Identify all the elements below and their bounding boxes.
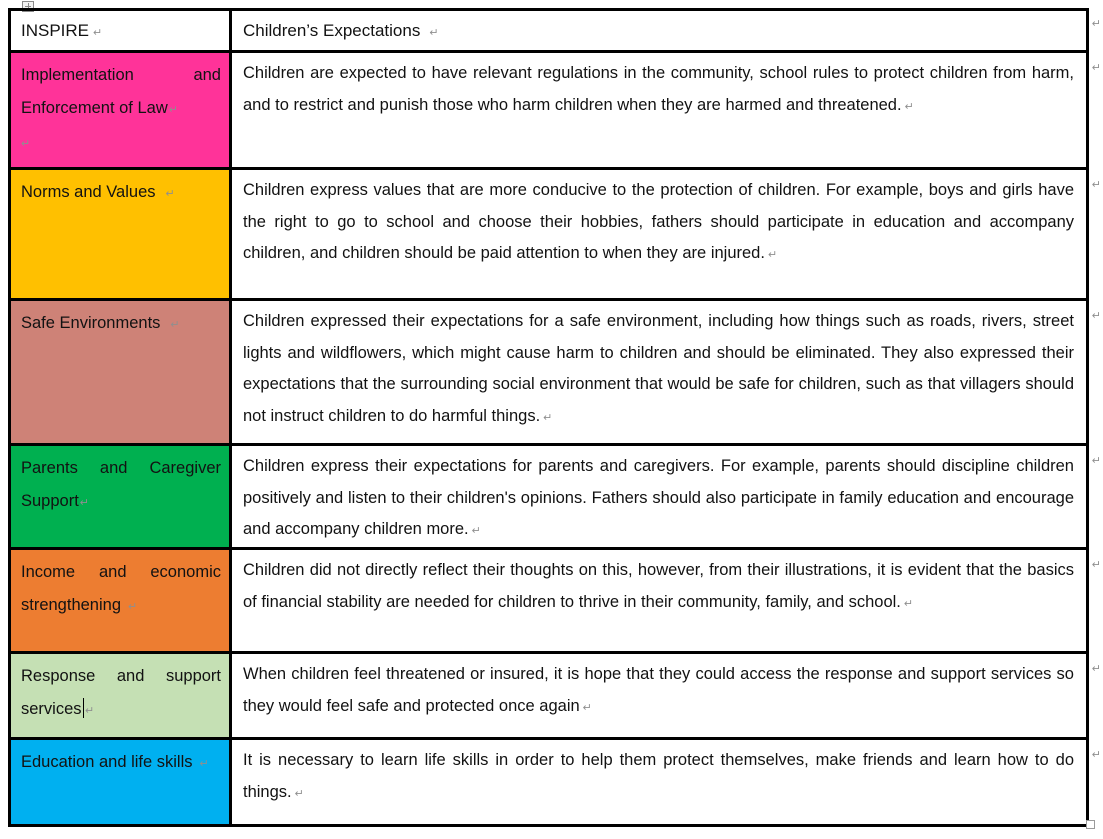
end-of-row-mark: ↵	[1091, 310, 1101, 322]
end-of-cell-mark: ↵	[471, 525, 481, 537]
end-of-row-mark: ↵	[1091, 62, 1101, 74]
end-of-cell-mark: ↵	[170, 319, 180, 331]
category-cell-implementation[interactable]	[11, 53, 232, 167]
end-of-cell-mark: ↵	[168, 103, 178, 116]
table-row	[11, 446, 1101, 550]
end-of-row-mark: ↵	[1091, 18, 1101, 30]
inspire-table	[8, 8, 1101, 827]
category-label: Safe Environments	[21, 314, 161, 332]
expectation-text: Children expressed their expectations for a safe environment, including how things such as roads, rivers, street lights and wildflowers, which might cause harm to children and should be eliminated. They also expressed their expectations that the surrounding social environment that would be safe for children, such as that villagers should not instruct children to do harmful things.	[243, 312, 1074, 425]
expectation-cell[interactable]	[232, 740, 1086, 824]
expectation-cell[interactable]	[232, 301, 1086, 443]
expectation-text: It is necessary to learn life skills in order to help them protect themselves, make friends and learn how to do things.	[243, 751, 1074, 801]
category-label: Norms and Values	[21, 183, 156, 201]
category-label: Income and economic strengthening	[21, 563, 221, 614]
end-of-cell-mark: ↵	[93, 27, 103, 39]
empty-paragraph-mark: ↵	[21, 138, 31, 150]
end-of-cell-mark: ↵	[85, 704, 95, 717]
header-expectations-label: Children’s Expectations	[243, 21, 421, 40]
category-label: Parents and Caregiver Support	[21, 459, 221, 510]
end-of-cell-mark: ↵	[904, 100, 914, 113]
expectation-cell[interactable]	[232, 446, 1086, 547]
category-cell-safe-environments[interactable]	[11, 301, 232, 443]
end-of-cell-mark: ↵	[79, 496, 90, 509]
table-row	[11, 550, 1101, 654]
end-of-cell-mark: ↵	[294, 787, 304, 800]
category-cell-parents-support[interactable]	[11, 446, 232, 547]
header-inspire-label: INSPIRE	[21, 21, 90, 40]
expectation-text: When children feel threatened or insured, it is hope that they could access the response and support services so they would feel safe and protected once again	[243, 665, 1074, 715]
table-resize-handle[interactable]	[1086, 820, 1095, 829]
end-of-cell-mark: ↵	[128, 600, 138, 613]
category-label: Response and support services	[21, 667, 221, 718]
end-of-cell-mark: ↵	[767, 249, 778, 261]
table-row	[11, 301, 1101, 446]
header-cell-expectations[interactable]	[232, 11, 1086, 50]
table-row	[11, 654, 1101, 740]
expectation-text: Children are expected to have relevant regulations in the community, school rules to protect children from harm, and to restrict and punish those who harm children when they are harmed and threatened.	[243, 64, 1074, 114]
category-cell-education[interactable]	[11, 740, 232, 824]
category-cell-income[interactable]	[11, 550, 232, 651]
end-of-cell-mark: ↵	[582, 701, 592, 714]
end-of-row-mark: ↵	[1091, 455, 1101, 467]
expectation-cell[interactable]	[232, 654, 1086, 737]
category-cell-norms[interactable]	[11, 170, 232, 298]
table-row	[11, 740, 1101, 824]
end-of-cell-mark: ↵	[903, 597, 914, 610]
expectation-text: Children did not directly reflect their thoughts on this, however, from their illustrations, it is evident that the basics of financial stability are needed for children to thrive in their community, family, and school.	[243, 561, 1074, 611]
header-cell-inspire[interactable]	[11, 11, 232, 50]
end-of-row-mark: ↵	[1091, 749, 1101, 761]
expectation-text: Children express values that are more conducive to the protection of children. For example, boys and girls have the right to go to school and choose their hobbies, fathers should participate in education and accompany children, and children should be paid attention to when they are injured.	[243, 181, 1074, 262]
end-of-cell-mark: ↵	[199, 758, 209, 770]
end-of-cell-mark: ↵	[429, 27, 439, 39]
text-cursor	[83, 698, 85, 718]
end-of-row-mark: ↵	[1091, 179, 1101, 191]
end-of-row-mark: ↵	[1091, 663, 1101, 675]
expectation-text: Children express their expectations for parents and caregivers. For example, parents should discipline children positively and listen to their children's opinions. Fathers should also participate in family education and encourage and accompany children more.	[243, 457, 1074, 538]
end-of-cell-mark: ↵	[165, 188, 175, 200]
expectation-cell[interactable]	[232, 53, 1086, 167]
category-label: Education and life skills	[21, 753, 193, 771]
expectation-cell[interactable]	[232, 550, 1086, 651]
table-row	[11, 53, 1101, 170]
expectation-cell[interactable]	[232, 170, 1086, 298]
end-of-row-mark: ↵	[1091, 559, 1101, 571]
table-header-row	[11, 11, 1101, 53]
category-cell-response-services[interactable]	[11, 654, 232, 737]
end-of-cell-mark: ↵	[543, 411, 553, 424]
table-row	[11, 170, 1101, 301]
category-label: Implementation and Enforcement of Law	[21, 66, 221, 117]
